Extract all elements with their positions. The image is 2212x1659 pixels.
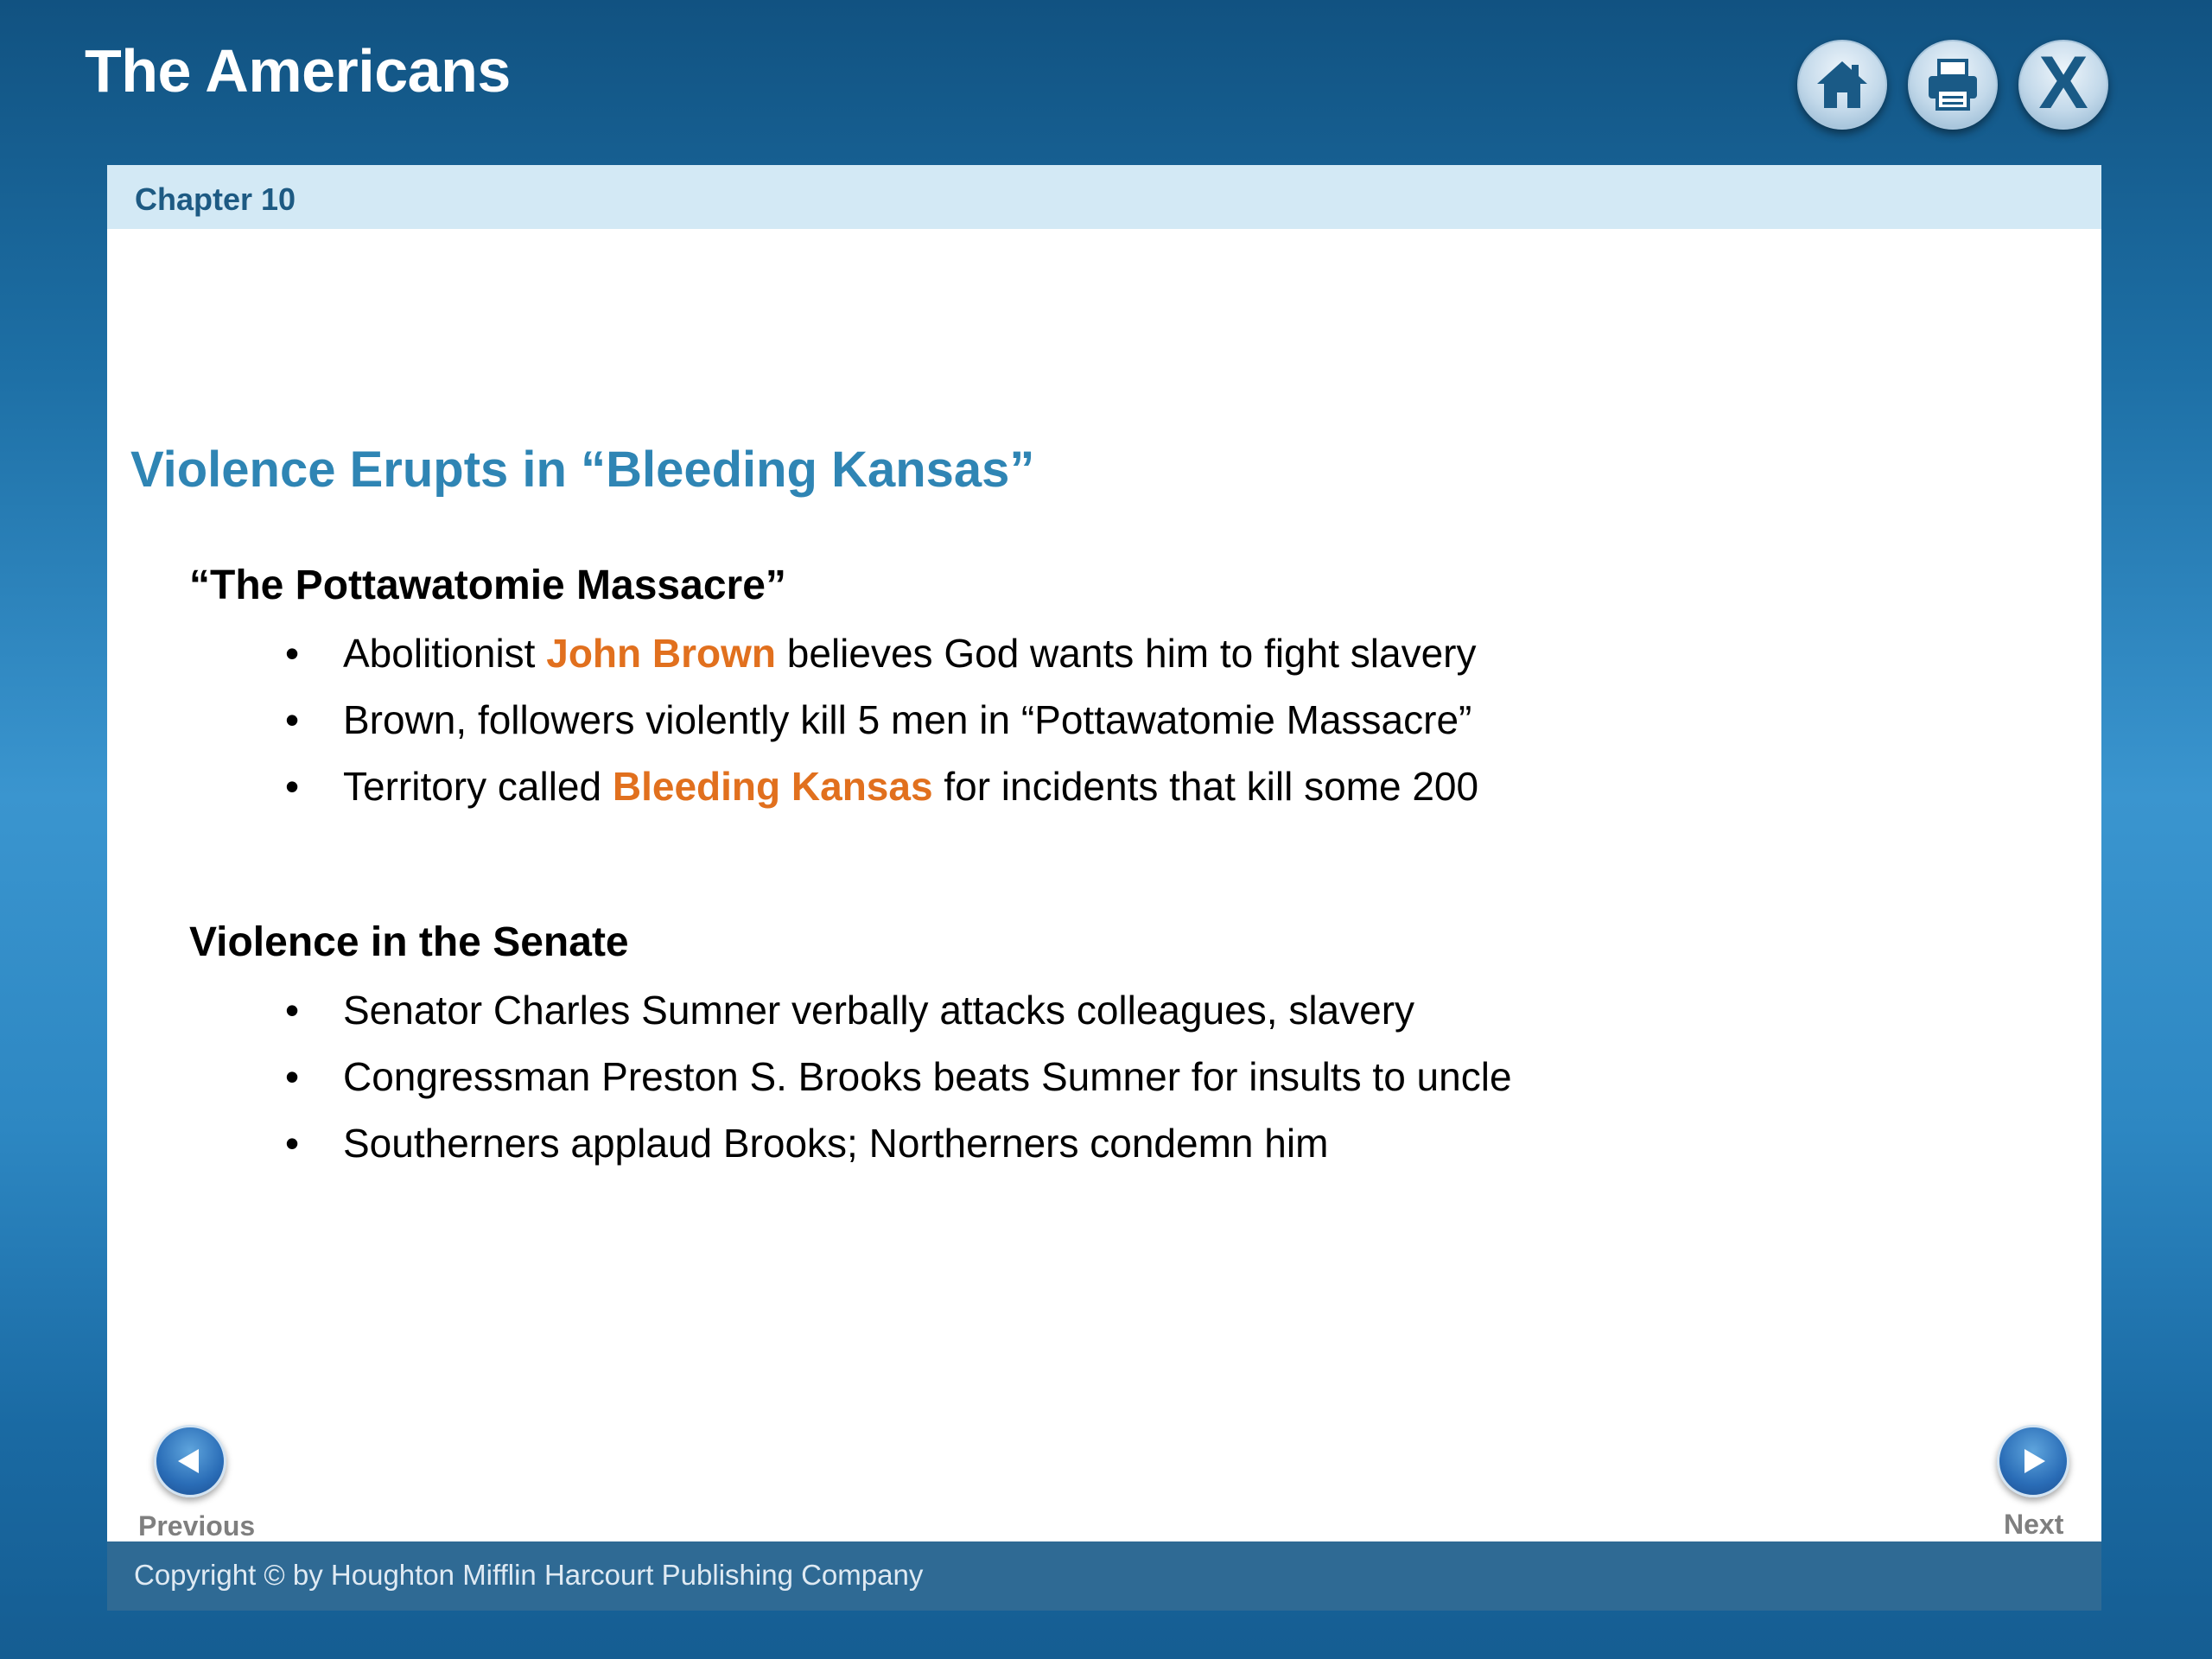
- list-item-text: Senator Charles Sumner verbally attacks colleagues, slavery: [343, 988, 1415, 1033]
- bullet-dot: •: [285, 631, 300, 676]
- highlight-term: John Brown: [546, 631, 776, 676]
- section-heading-pottawatomie: “The Pottawatomie Massacre”: [189, 563, 786, 608]
- slide-title: Violence Erupts in “Bleeding Kansas”: [130, 442, 1035, 498]
- next-button[interactable]: [1997, 1425, 2069, 1497]
- app-title: The Americans: [85, 37, 511, 105]
- chapter-label: Chapter 10: [135, 181, 296, 217]
- previous-button[interactable]: [154, 1425, 226, 1497]
- footer-bar: [107, 1541, 2101, 1611]
- bullet-dot: •: [285, 988, 300, 1033]
- list-item-text: Brown, followers violently kill 5 men in “Pottawatomie Massacre”: [343, 697, 1472, 742]
- next-label[interactable]: Next: [2004, 1509, 2064, 1540]
- home-button[interactable]: [1797, 40, 1887, 130]
- arrow-left-icon: [173, 1444, 207, 1478]
- printer-icon: [1923, 55, 1982, 114]
- bullet-dot: •: [285, 1054, 300, 1099]
- home-icon: [1814, 56, 1871, 113]
- list-item-text: Congressman Preston S. Brooks beats Sumner for insults to uncle: [343, 1054, 1512, 1099]
- bullet-dot: •: [285, 764, 300, 809]
- highlight-term: Bleeding Kansas: [612, 764, 933, 809]
- list-item-text: Territory called Bleeding Kansas for incidents that kill some 200: [343, 764, 1479, 809]
- list-item-text: Abolitionist John Brown believes God wants him to fight slavery: [343, 631, 1477, 676]
- close-icon: X: [2038, 41, 2088, 124]
- close-button[interactable]: [2018, 40, 2108, 130]
- slide-panel: [107, 165, 2101, 1541]
- copyright-text: Copyright © by Houghton Mifflin Harcourt Publishing Company: [134, 1559, 924, 1591]
- list-item-text: Southerners applaud Brooks; Northerners condemn him: [343, 1121, 1329, 1166]
- print-button[interactable]: [1908, 40, 1998, 130]
- section-heading-senate: Violence in the Senate: [189, 919, 629, 965]
- arrow-right-icon: [2016, 1444, 2050, 1478]
- bullet-dot: •: [285, 697, 300, 742]
- bullet-dot: •: [285, 1121, 300, 1166]
- previous-label[interactable]: Previous: [138, 1510, 256, 1541]
- chapter-bar: [107, 165, 2101, 229]
